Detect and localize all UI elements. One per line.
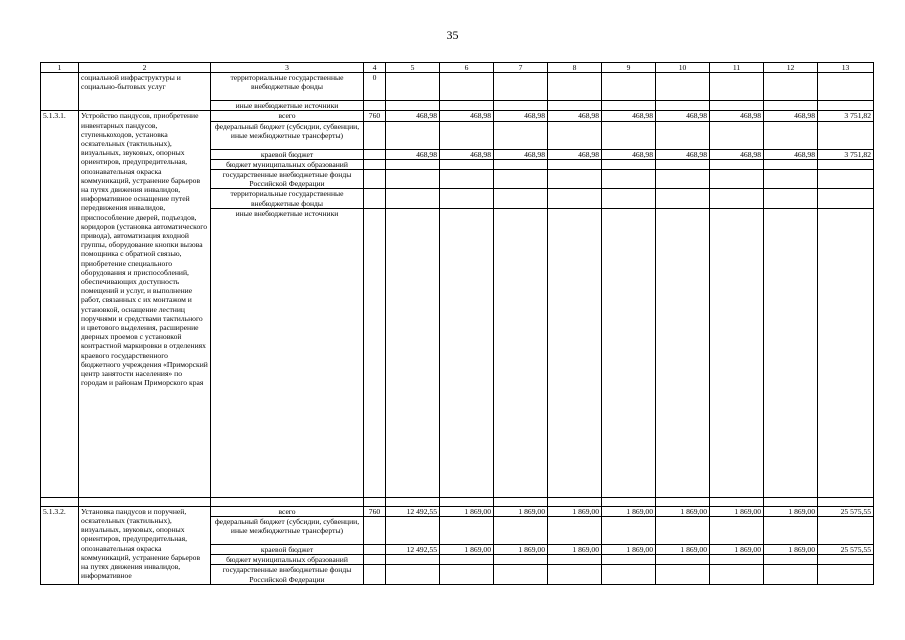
budget-table [40,62,874,585]
value-year [440,73,494,101]
value-year: 1 869,00 [764,506,818,516]
budget-code [364,121,386,149]
value-year: 12 492,55 [386,506,440,516]
value-year [764,159,818,169]
value-year [710,159,764,169]
funding-source: федеральный бюджет (субсидии, субвенции, иные межбюджетные трансферты) [211,517,364,545]
value-year [602,189,656,208]
empty-cell [710,497,764,506]
value-year [764,517,818,545]
value-year [602,555,656,565]
value-year: 468,98 [386,149,440,159]
value-year [656,170,710,189]
column-header: 9 [602,63,656,73]
value-year [764,565,818,584]
value-year [440,159,494,169]
value-year: 468,98 [548,111,602,121]
funding-source: иные внебюджетные источники [211,101,364,111]
column-header: 13 [818,63,874,73]
value-year [602,208,656,497]
value-total [818,101,874,111]
funding-source: краевой бюджет [211,149,364,159]
value-year [548,208,602,497]
value-total [818,565,874,584]
value-year [764,555,818,565]
value-year [440,189,494,208]
budget-code [364,555,386,565]
value-year [386,517,440,545]
value-year [548,189,602,208]
value-year [494,555,548,565]
value-year [494,159,548,169]
value-year [656,101,710,111]
budget-code [364,170,386,189]
value-year [548,170,602,189]
value-total [818,159,874,169]
value-year [764,170,818,189]
value-year [656,555,710,565]
column-header: 2 [79,63,211,73]
value-year [656,517,710,545]
value-year: 1 869,00 [494,506,548,516]
funding-source: территориальные государственные внебюджетные фонды [211,73,364,101]
page-number: 35 [446,28,459,42]
column-header: 8 [548,63,602,73]
value-year [440,555,494,565]
empty-cell [764,497,818,506]
value-year: 1 869,00 [440,506,494,516]
value-year [656,73,710,101]
value-year [386,555,440,565]
value-year: 468,98 [494,149,548,159]
value-year [440,208,494,497]
value-year [440,121,494,149]
value-year [548,101,602,111]
budget-code [364,517,386,545]
value-year [386,189,440,208]
funding-source: всего [211,506,364,516]
item-name: Устройство пандусов, приобретение инвентарных пандусов, ступенькоходов, установка осязательных (тактильных), визуальных, звуковых, опорных ориентиров, предупредительная, опознавательная окраска коммуникаций, устранение барьеров на путях движения инвалидов, информативное оснащение путей передвижения инвалидов, приспособление дверей, подъездов, коридоров (установка автоматического привода), автоматизация входной группы, оборудование кнопки вызова помощника с обратной связью, приобретение специального оборудования и приспособлений, обеспечивающих доступность помещений и услуг, и выполнение работ, связанных с их монтажом и установкой, оснащение лестниц поручнями и средствами тактильного и цветового выделения, расширение дверных проемов с установкой контрастной маркировки в отделениях краевого государственного бюджетного учреждения «Приморский центр занятости населения» по городам и районам Приморского края [79,111,211,497]
value-year [440,101,494,111]
value-year: 468,98 [656,149,710,159]
value-year: 468,98 [710,111,764,121]
item-number: 5.1.3.1. [41,111,79,497]
budget-code: 760 [364,506,386,516]
funding-source: государственные внебюджетные фонды Российской Федерации [211,565,364,584]
value-year: 1 869,00 [602,545,656,555]
value-year: 468,98 [386,111,440,121]
value-year [494,73,548,101]
empty-cell [494,497,548,506]
value-year: 1 869,00 [656,506,710,516]
funding-source: иные внебюджетные источники [211,208,364,497]
value-year [386,121,440,149]
column-header: 10 [656,63,710,73]
funding-source: бюджет муниципальных образований [211,555,364,565]
column-header: 1 [41,63,79,73]
empty-cell [364,497,386,506]
value-total: 3 751,82 [818,111,874,121]
value-year: 468,98 [440,111,494,121]
value-year: 1 869,00 [548,506,602,516]
value-year [764,208,818,497]
value-year [710,565,764,584]
value-year [656,121,710,149]
column-header: 7 [494,63,548,73]
empty-cell [548,497,602,506]
value-total [818,517,874,545]
budget-code [364,208,386,497]
value-year [386,101,440,111]
empty-cell [41,497,79,506]
value-total [818,170,874,189]
value-year [710,517,764,545]
value-year: 1 869,00 [710,506,764,516]
value-year [710,121,764,149]
value-year: 1 869,00 [764,545,818,555]
value-year [386,159,440,169]
value-year [710,555,764,565]
value-year [602,121,656,149]
value-year [710,170,764,189]
column-header: 5 [386,63,440,73]
value-year [494,189,548,208]
table-row [41,506,874,516]
value-total: 25 575,55 [818,506,874,516]
value-year [602,159,656,169]
value-year [602,517,656,545]
value-year [656,189,710,208]
value-year [386,73,440,101]
value-year [548,517,602,545]
value-year [602,170,656,189]
column-header-row [41,63,874,73]
table-row [41,111,874,121]
value-year [386,170,440,189]
item-number: 5.1.3.2. [41,506,79,584]
value-year [764,121,818,149]
column-header: 6 [440,63,494,73]
budget-code [364,545,386,555]
value-year [764,189,818,208]
value-year [764,101,818,111]
empty-cell [211,497,364,506]
value-year [494,517,548,545]
budget-code: 760 [364,111,386,121]
value-year: 468,98 [548,149,602,159]
value-year [440,170,494,189]
value-total [818,208,874,497]
value-year [386,208,440,497]
funding-source: государственные внебюджетные фонды Российской Федерации [211,170,364,189]
value-year [602,565,656,584]
value-year [710,73,764,101]
budget-code: 0 [364,73,386,101]
value-year: 468,98 [710,149,764,159]
budget-code [364,189,386,208]
value-total [818,73,874,101]
empty-cell [602,497,656,506]
value-year [548,159,602,169]
budget-code [364,149,386,159]
empty-cell [656,497,710,506]
value-year [602,73,656,101]
empty-cell [818,497,874,506]
funding-source: федеральный бюджет (субсидии, субвенции, иные межбюджетные трансферты) [211,121,364,149]
value-year [494,121,548,149]
value-year: 468,98 [656,111,710,121]
value-year [494,170,548,189]
value-year [494,101,548,111]
item-number [41,73,79,111]
empty-cell [440,497,494,506]
funding-source: территориальные государственные внебюджетные фонды [211,189,364,208]
separator-row [41,497,874,506]
value-year [710,101,764,111]
value-year: 468,98 [494,111,548,121]
budget-code [364,565,386,584]
value-year [656,159,710,169]
value-year: 468,98 [764,149,818,159]
value-total [818,121,874,149]
funding-source: бюджет муниципальных образований [211,159,364,169]
value-year [656,208,710,497]
value-year [548,121,602,149]
value-year: 1 869,00 [602,506,656,516]
value-year [710,189,764,208]
item-name: Установка пандусов и поручней, осязательных (тактильных), визуальных, звуковых, опорных ориентиров, предупредительная, опознавательная окраска коммуникаций, устранение барьеров на путях движения инвалидов, информативное [79,506,211,584]
column-header: 4 [364,63,386,73]
value-year [710,208,764,497]
empty-cell [79,497,211,506]
column-header: 3 [211,63,364,73]
item-name: социальной инфраструктуры и социально-бытовых услуг [79,73,211,111]
value-total [818,189,874,208]
value-year: 1 869,00 [656,545,710,555]
value-year: 468,98 [440,149,494,159]
value-year: 468,98 [764,111,818,121]
funding-source: всего [211,111,364,121]
value-year: 1 869,00 [494,545,548,555]
value-year [548,73,602,101]
value-total [818,555,874,565]
budget-code [364,159,386,169]
value-year [440,517,494,545]
value-year: 1 869,00 [710,545,764,555]
column-header: 11 [710,63,764,73]
value-year [494,565,548,584]
value-year [656,565,710,584]
value-year [386,565,440,584]
value-year: 12 492,55 [386,545,440,555]
value-year [548,555,602,565]
column-header: 12 [764,63,818,73]
value-year [494,208,548,497]
value-year [440,565,494,584]
value-total: 3 751,82 [818,149,874,159]
value-year: 468,98 [602,111,656,121]
table-row [41,73,874,101]
value-year [548,565,602,584]
funding-source: краевой бюджет [211,545,364,555]
empty-cell [386,497,440,506]
value-year: 1 869,00 [440,545,494,555]
value-year [602,101,656,111]
budget-code [364,101,386,111]
value-total: 25 575,55 [818,545,874,555]
value-year [764,73,818,101]
value-year: 1 869,00 [548,545,602,555]
value-year: 468,98 [602,149,656,159]
